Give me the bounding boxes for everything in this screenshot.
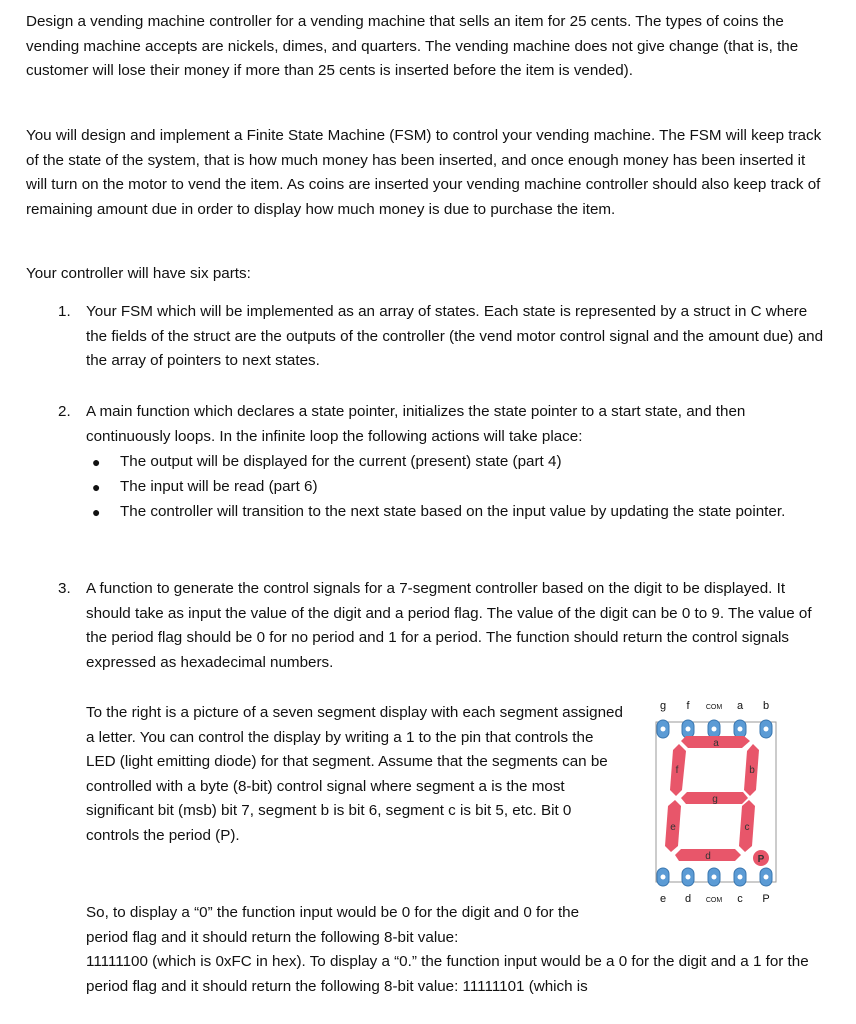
segment-label: f — [675, 765, 679, 776]
bullet-item — [92, 450, 800, 475]
list-number: 3. — [58, 580, 71, 597]
segment-label: a — [713, 738, 719, 749]
bullet-item — [92, 475, 800, 500]
segment-label: g — [712, 794, 718, 805]
parts-heading: Your controller will have six parts: — [26, 265, 251, 282]
segment-label: b — [749, 765, 755, 776]
seven-segment-diagram — [646, 690, 796, 920]
top-pin-label: g — [659, 700, 667, 712]
top-pin-label: b — [762, 700, 770, 712]
list-number: 2. — [58, 403, 71, 420]
list-number: 1. — [58, 303, 71, 320]
bullet-text: The controller will transition to the next state based on the input value by updating the state pointer. — [120, 503, 786, 520]
example-text-continued: 11111100 (which is 0xFC in hex). To display a “0.” the function input would be a 0 for the digit and a 1 for the period flag and it should return the following 8-bit value: 11111101 (which is — [86, 953, 809, 995]
top-pin-label: COM — [705, 704, 723, 711]
bottom-pin-label: COM — [705, 897, 723, 904]
bullet-text: The input will be read (part 6) — [120, 478, 318, 495]
bottom-pin-label: d — [684, 893, 692, 905]
list-item-text: A main function which declares a state pointer, initializes the state pointer to a start state, and then continuously loops. In the infinite loop the following actions will take place: — [86, 403, 746, 445]
top-pin-label: a — [736, 700, 744, 712]
segment-description: To the right is a picture of a seven segment display with each segment assigned a letter. You can control the display by writing a 1 to the pin that controls the LED (light emitting diode) for that segment. Assume that the segments can be controlled with a byte (8-bit) control signal where segment a is the most significant bit (msb) bit 7, segment b is bit 6, segment c is bit 5, etc. Bit 0 controls the period (P). — [86, 704, 623, 844]
top-pin-label: f — [686, 700, 690, 712]
list-item-text: A function to generate the control signals for a 7-segment controller based on the digit to be displayed. It should take as input the value of the digit and a period flag. The value of the digit can be 0 to 9. The value of the period flag should be 0 for no period and 1 for a period. The function should return the control signals expressed as hexadecimal numbers. — [86, 580, 812, 671]
bullet-text: The output will be displayed for the current (present) state (part 4) — [120, 453, 562, 470]
fsm-paragraph: You will design and implement a Finite State Machine (FSM) to control your vending machine. The FSM will keep track of the state of the system, that is how much money has been inserted, and once enough money has been inserted it will turn on the motor to vend the item. As coins are inserted your vending machine controller should also keep track of remaining amount due in order to display how much money is due to purchase the item. — [26, 127, 822, 218]
bottom-pin-label: P — [762, 893, 770, 905]
bullet-icon: ● — [92, 454, 101, 470]
bottom-pin-label: e — [659, 893, 667, 905]
segment-label: d — [705, 851, 711, 862]
bullet-icon: ● — [92, 479, 101, 495]
list-item-text: Your FSM which will be implemented as an array of states. Each state is represented by a struct in C where the fields of the struct are the outputs of the controller (the vend motor control signal and the amount due) and the array of pointers to next states. — [86, 303, 824, 370]
bottom-pin-label: c — [737, 893, 743, 905]
bullet-icon: ● — [92, 504, 101, 520]
segment-label: c — [744, 822, 750, 833]
example-text: So, to display a “0” the function input would be 0 for the digit and 0 for the period flag and it should return the following 8-bit value: — [86, 904, 580, 946]
segment-label: P — [757, 854, 765, 865]
segment-label: e — [670, 822, 676, 833]
bullet-item — [92, 500, 800, 525]
intro-paragraph: Design a vending machine controller for a vending machine that sells an item for 25 cents. The types of coins the vending machine accepts are nickels, dimes, and quarters. The vending machine does not give change (that is, the customer will lose their money if more than 25 cents is inserted before the item is vended). — [26, 13, 799, 80]
